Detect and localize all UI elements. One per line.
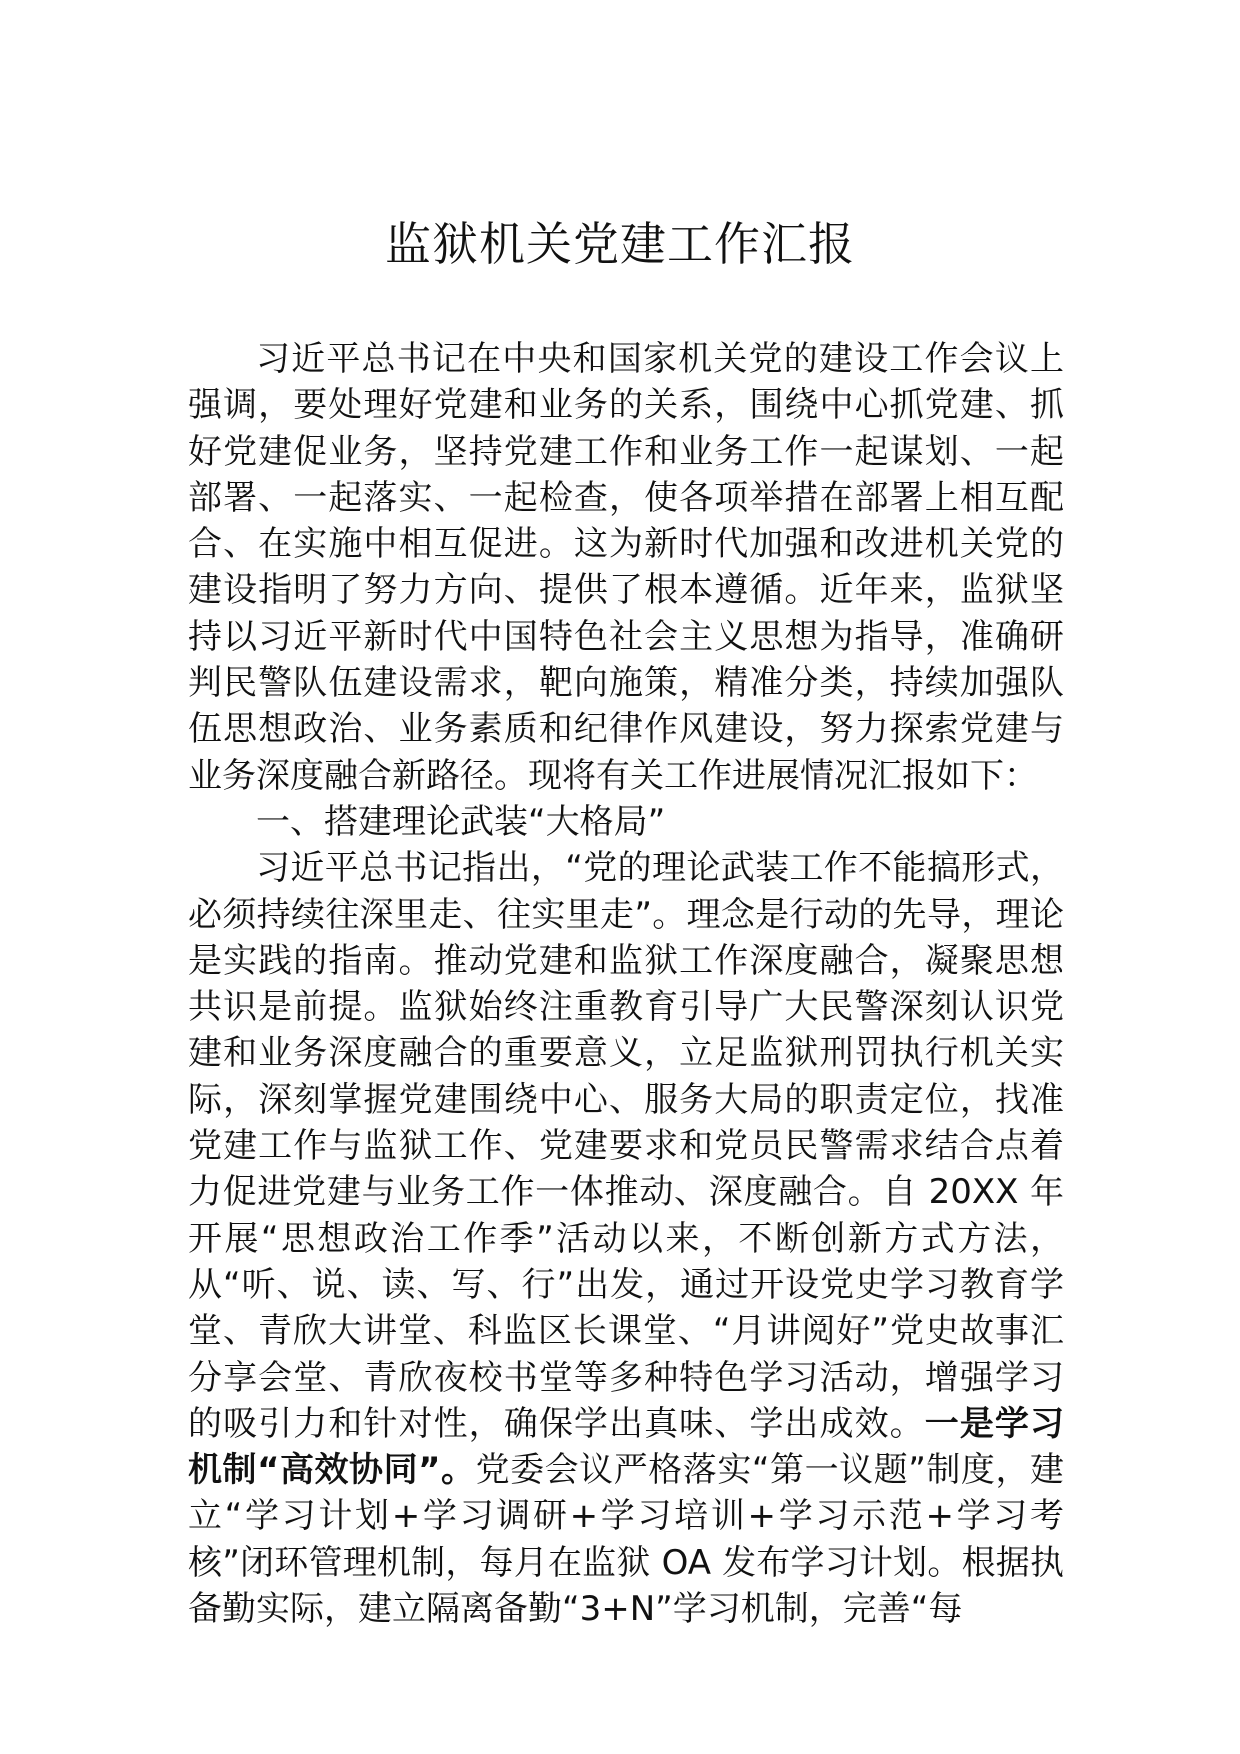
intro-paragraph: 习近平总书记在中央和国家机关党的建设工作会议上强调，要处理好党建和业务的关系，围绕中心抓党建、抓好党建促业务，坚持党建工作和业务工作一起谋划、一起部署、一起落实、一起检查，使各项举措在部署上相互配合、在实施中相互促进。这为新时代加强和改进机关党的建设指明了努力方向、提供了根本遵循。近年来，监狱坚持以习近平新时代中国特色社会主义思想为指导，准确研判民警队伍建设需求，靶向施策，精准分类，持续加强队伍思想政治、业务素质和纪律作风建设，努力探索党建与业务深度融合新路径。现将有关工作进展情况汇报如下：	[188, 339, 1064, 796]
section-1-bold-point: 一是学习机制“高效协同”。	[188, 1403, 1064, 1491]
section-1-paragraph	[188, 845, 1064, 1632]
document-title: 监狱机关党建工作汇报	[385, 217, 855, 271]
document-body	[188, 336, 1064, 1632]
section-1-heading: 一、搭建理论武装“大格局”	[256, 801, 666, 842]
section-1-continuation: 党委会议严格落实“第一议题”制度，建立“学习计划+学习调研+学习培训+学习示范+学习考核”闭环管理机制，每月在监狱 OA 发布学习计划。根据执备勤实际，建立隔离备勤“3+N”学习机制，完善“每	[188, 1450, 1064, 1630]
section-1-text: 习近平总书记指出，“党的理论武装工作不能搞形式，必须持续往深里走、往实里走”。理念是行动的先导，理论是实践的指南。推动党建和监狱工作深度融合，凝聚思想共识是前提。监狱始终注重教育引导广大民警深刻认识党建和业务深度融合的重要意义，立足监狱刑罚执行机关实际，深刻掌握党建围绕中心、服务大局的职责定位，找准党建工作与监狱工作、党建要求和党员民警需求结合点着力促进党建与业务工作一体推动、深度融合。自 20XX 年开展“思想政治工作季”活动以来，不断创新方式方法，从“听、说、读、写、行”出发，通过开设党史学习教育学堂、青欣大讲堂、科监区长课堂、“月讲阅好”党史故事汇分享会堂、青欣夜校书堂等多种特色学习活动，增强学习的吸引力和针对性，确保学出真味、学出成效。	[188, 848, 1064, 1444]
